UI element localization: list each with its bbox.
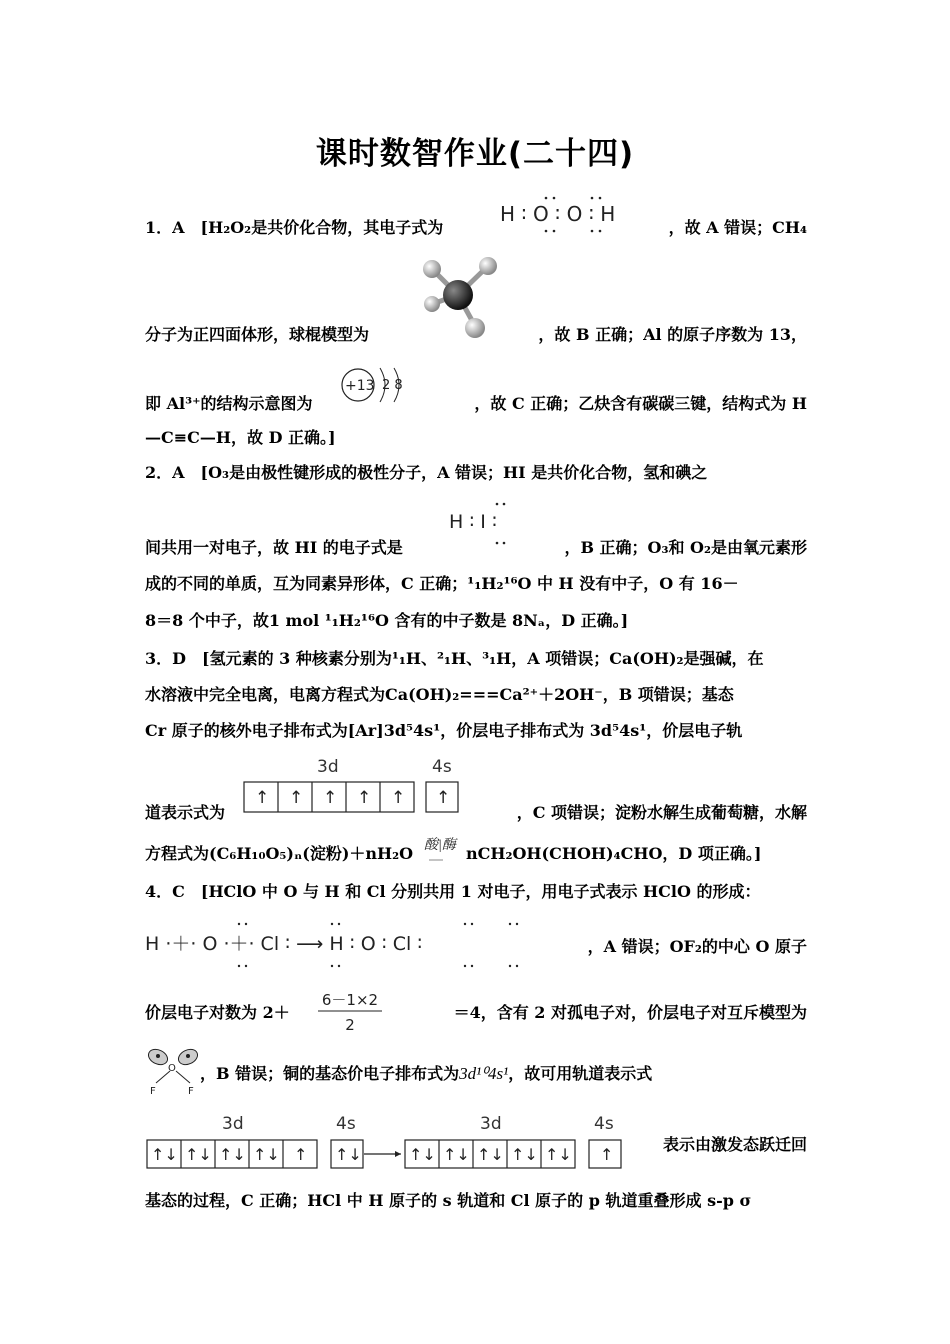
q1-text-d: ，故 B 正确；Al 的原子序数为 13， [538,325,807,344]
q3-line-3 [145,720,807,742]
catalyst-arrow [423,834,469,864]
q4-line-1 [145,881,807,903]
q4-text-d: ＝4，含有 2 对孤电子对，价层电子对互斥模型为 [453,1003,807,1022]
cu-orbital-svg [145,1110,625,1172]
al3-structure-diagram [340,362,415,408]
q4-text-c: 价层电子对数为 2＋ [145,1003,290,1022]
svg-text:↑↓: ↑↓ [511,1145,538,1164]
q3-line-4-end [468,802,807,824]
cu-4s-label-left: 4s [336,1114,356,1134]
svg-text:↑: ↑ [323,788,338,808]
q4-text-e: ，B 错误；铜的基态价电子排布式为 [200,1064,460,1083]
q2-line-4 [145,610,807,632]
hclo-formation-text: H ·＋· O ·＋· Cl ∶ ⟶ H ∶ O ∶ Cl ∶ [145,933,423,955]
hi-formula-text: H ∶ I ∶ [449,511,497,533]
svg-text:↑: ↑ [357,788,372,808]
q1-line-2-end [512,324,807,346]
of2-model-svg [144,1045,202,1097]
h2o2-formula-text: H ∶ O ∶ O ∶ H [500,202,616,226]
q3-line-2 [145,684,807,706]
q2-text-e: 8＝8 个中子，故1 mol ¹₁H₂¹⁶O 含有的中子数是 8Nₐ，D 正确。] [145,611,629,630]
q4-text-f: ，故可用轨道表示式 [508,1064,653,1083]
al-nucleus-label: +13 [345,378,375,394]
svg-text:↑: ↑ [436,788,451,808]
q3-line-1 [145,648,807,670]
of2-f-left: F [150,1086,156,1097]
of2-vsepr-model [144,1045,202,1097]
q2-text-a: 2．A [O₃是由极性键形成的极性分子，A 错误；HI 是共价化合物，氢和碘之 [145,463,708,482]
q1-text-c: 分子为正四面体形，球棍模型为 [145,325,370,344]
fraction-svg [316,988,384,1036]
q4-line-3-end [384,1002,807,1024]
svg-text:↑↓: ↑↓ [477,1145,504,1164]
q3-text-c: Cr 原子的核外电子排布式为[Ar]3d⁵4s¹，价层电子排布式为 3d⁵4s¹，价层电子轨 [145,721,743,740]
q4-line-6 [145,1190,807,1212]
svg-text:↑: ↑ [600,1145,614,1164]
svg-text:↑: ↑ [255,788,270,808]
q4-text-g: 表示由激发态跃迁回 [662,1135,807,1154]
svg-text:↑: ↑ [294,1145,308,1164]
al3-diagram-svg [340,362,415,408]
q3-text-a: 3．D [氢元素的 3 种核素分别为¹₁H、²₁H、³₁H，A 项错误；Ca(OH)₂是强碱，在 [145,649,764,668]
svg-text:↑↓: ↑↓ [219,1145,246,1164]
cu-orbital-transition [145,1110,625,1172]
h2o2-electron-dots [498,190,653,238]
q2-line-1 [145,462,807,484]
cu-config: 3d¹⁰4s¹ [459,1064,509,1083]
q3-text-b: 水溶液中完全电离，电离方程式为Ca(OH)₂===Ca²⁺＋2OH⁻，B 项错误；基态 [145,685,734,704]
al-shell-electrons: 2 8 [382,378,403,393]
svg-text:↑: ↑ [391,788,406,808]
q1-text-b: ，故 A 错误；CH₄ [668,218,807,237]
fraction-denominator: 2 [345,1016,355,1034]
q3-line-5-end [466,843,807,865]
svg-text:↑↓: ↑↓ [335,1145,362,1164]
q1-text-a: 1．A [H₂O₂是共价化合物，其电子式为 [145,218,444,237]
cu-3d-label-left: 3d [222,1114,244,1134]
h2o2-electron-formula [498,190,653,238]
of2-f-right: F [188,1086,194,1097]
svg-text:↑: ↑ [289,788,304,808]
q4-line-2-end [540,936,807,958]
catalyst-label: 酸|酶 [424,838,456,853]
q3-text-e: ，C 项错误；淀粉水解生成葡萄糖，水解 [516,803,807,822]
q2-line-3 [145,573,807,595]
cr-4s-label: 4s [432,757,452,777]
q2-text-c: ，B 正确；O₃和 O₂是由氧元素形 [564,538,807,557]
svg-text:↑↓: ↑↓ [253,1145,280,1164]
hclo-formation-equation [145,912,545,974]
q3-text-f: 方程式为(C₆H₁₀O₅)ₙ(淀粉)＋nH₂O [145,844,414,863]
q1-text-f: ，故 C 正确；乙炔含有碳碳三键，结构式为 H [474,394,807,413]
cu-4s-label-right: 4s [594,1114,614,1134]
cu-3d-label-right: 3d [480,1114,502,1134]
q1-line-3-end [412,393,807,415]
q1-text-g: —C≡C—H，故 D 正确。] [145,428,336,447]
q2-text-b: 间共用一对电子，故 HI 的电子式是 [145,538,403,557]
q1-text-e: 即 Al³⁺的结构示意图为 [145,394,313,413]
svg-text:↑↓: ↑↓ [443,1145,470,1164]
q3-text-g: nCH₂OH(CHOH)₄CHO，D 项正确。] [466,844,762,863]
q4-text-b: ，A 错误；OF₂的中心 O 原子 [587,937,807,956]
of2-o-label: O [168,1063,176,1074]
svg-text:↑↓: ↑↓ [545,1145,572,1164]
q4-text-h: 基态的过程，C 正确；HCl 中 H 原子的 s 轨道和 Cl 原子的 p 轨道重叠形成 s-p σ [145,1191,752,1210]
svg-text:↑↓: ↑↓ [409,1145,436,1164]
hclo-formation-svg [145,912,545,974]
q2-text-d: 成的不同的单质，互为同素异形体，C 正确；¹₁H₂¹⁶O 中 H 没有中子，O 有 16－ [145,574,739,593]
q4-line-5-end [624,1134,807,1156]
q1-line-4 [145,427,807,449]
vsepr-fraction [316,988,384,1036]
catalyst-arrow-svg [423,834,469,864]
q3-text-d: 道表示式为 [145,803,226,822]
page-title: 课时数智作业(二十四) [315,136,635,172]
svg-text:↑↓: ↑↓ [151,1145,178,1164]
q4-text-a: 4．C [HClO 中 O 与 H 和 Cl 分别共用 1 对电子，用电子式表示 HClO 的形成： [145,882,761,901]
cr-3d-label: 3d [317,757,339,777]
svg-text:↑↓: ↑↓ [185,1145,212,1164]
q2-line-2-end [540,537,807,559]
q1-line-1-end [652,217,807,239]
fraction-numerator: 6－1×2 [321,991,379,1009]
q4-line-4 [200,1063,807,1085]
